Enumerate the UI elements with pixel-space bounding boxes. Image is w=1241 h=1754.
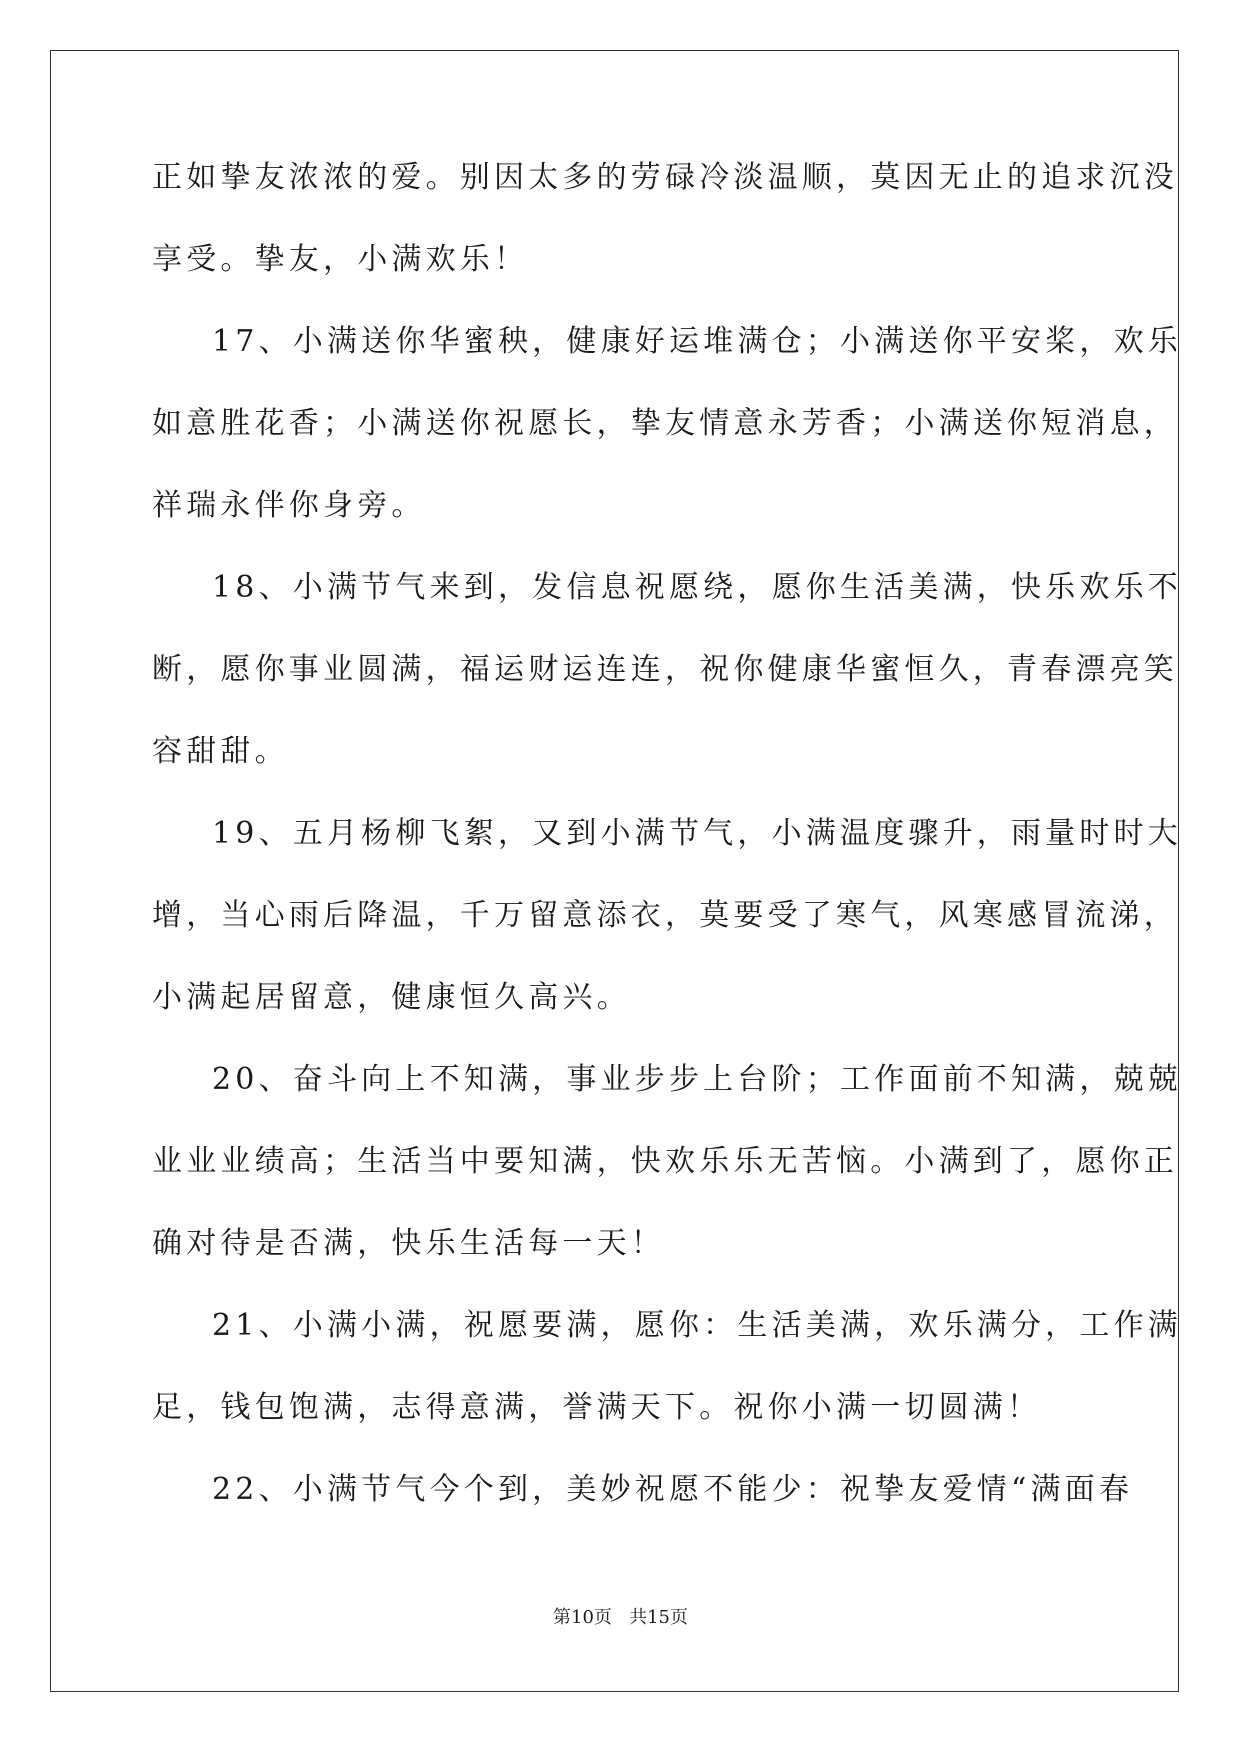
text-line: 享受。挚友，小满欢乐！ [152,242,529,277]
text-line: 断，愿你事业圆满，福运财运连连，祝你健康华蜜恒久，青春漂亮笑 [152,652,1178,687]
text-line: 如意胜花香；小满送你祝愿长，挚友情意永芳香；小满送你短消息， [152,406,1178,441]
text-line: 容甜甜。 [152,734,289,769]
page-number-label: 第10页 共15页 [553,1607,688,1628]
paragraph-22-start: 22、小满节气今个到，美妙祝愿不能少：祝挚友爱情“满面春 [212,1472,1134,1507]
document-body [152,158,1182,1552]
text-line: 足，钱包饱满，志得意满，誉满天下。祝你小满一切圆满！ [152,1390,1042,1425]
paragraph-20-start: 20、奋斗向上不知满，事业步步上台阶；工作面前不知满，兢兢 [212,1062,1182,1097]
text-line: 确对待是否满，快乐生活每一天！ [152,1226,665,1261]
paragraph-19-start: 19、五月杨柳飞絮，又到小满节气，小满温度骤升，雨量时时大 [212,816,1182,851]
text-line: 增，当心雨后降温，千万留意添衣，莫要受了寒气，风寒感冒流涕， [152,898,1178,933]
text-line: 正如挚友浓浓的爱。别因太多的劳碌冷淡温顺，莫因无止的追求沉没 [152,160,1178,195]
text-line: 小满起居留意，健康恒久高兴。 [152,980,631,1015]
paragraph-17-start: 17、小满送你华蜜秧，健康好运堆满仓；小满送你平安桨，欢乐 [212,324,1182,359]
paragraph-18-start: 18、小满节气来到，发信息祝愿绕，愿你生活美满，快乐欢乐不 [212,570,1182,605]
paragraph-21-start: 21、小满小满，祝愿要满，愿你：生活美满，欢乐满分，工作满 [212,1308,1182,1343]
text-line: 业业业绩高；生活当中要知满，快欢乐乐无苦恼。小满到了，愿你正 [152,1144,1178,1179]
page-footer [0,1606,1241,1630]
text-line: 祥瑞永伴你身旁。 [152,488,426,523]
